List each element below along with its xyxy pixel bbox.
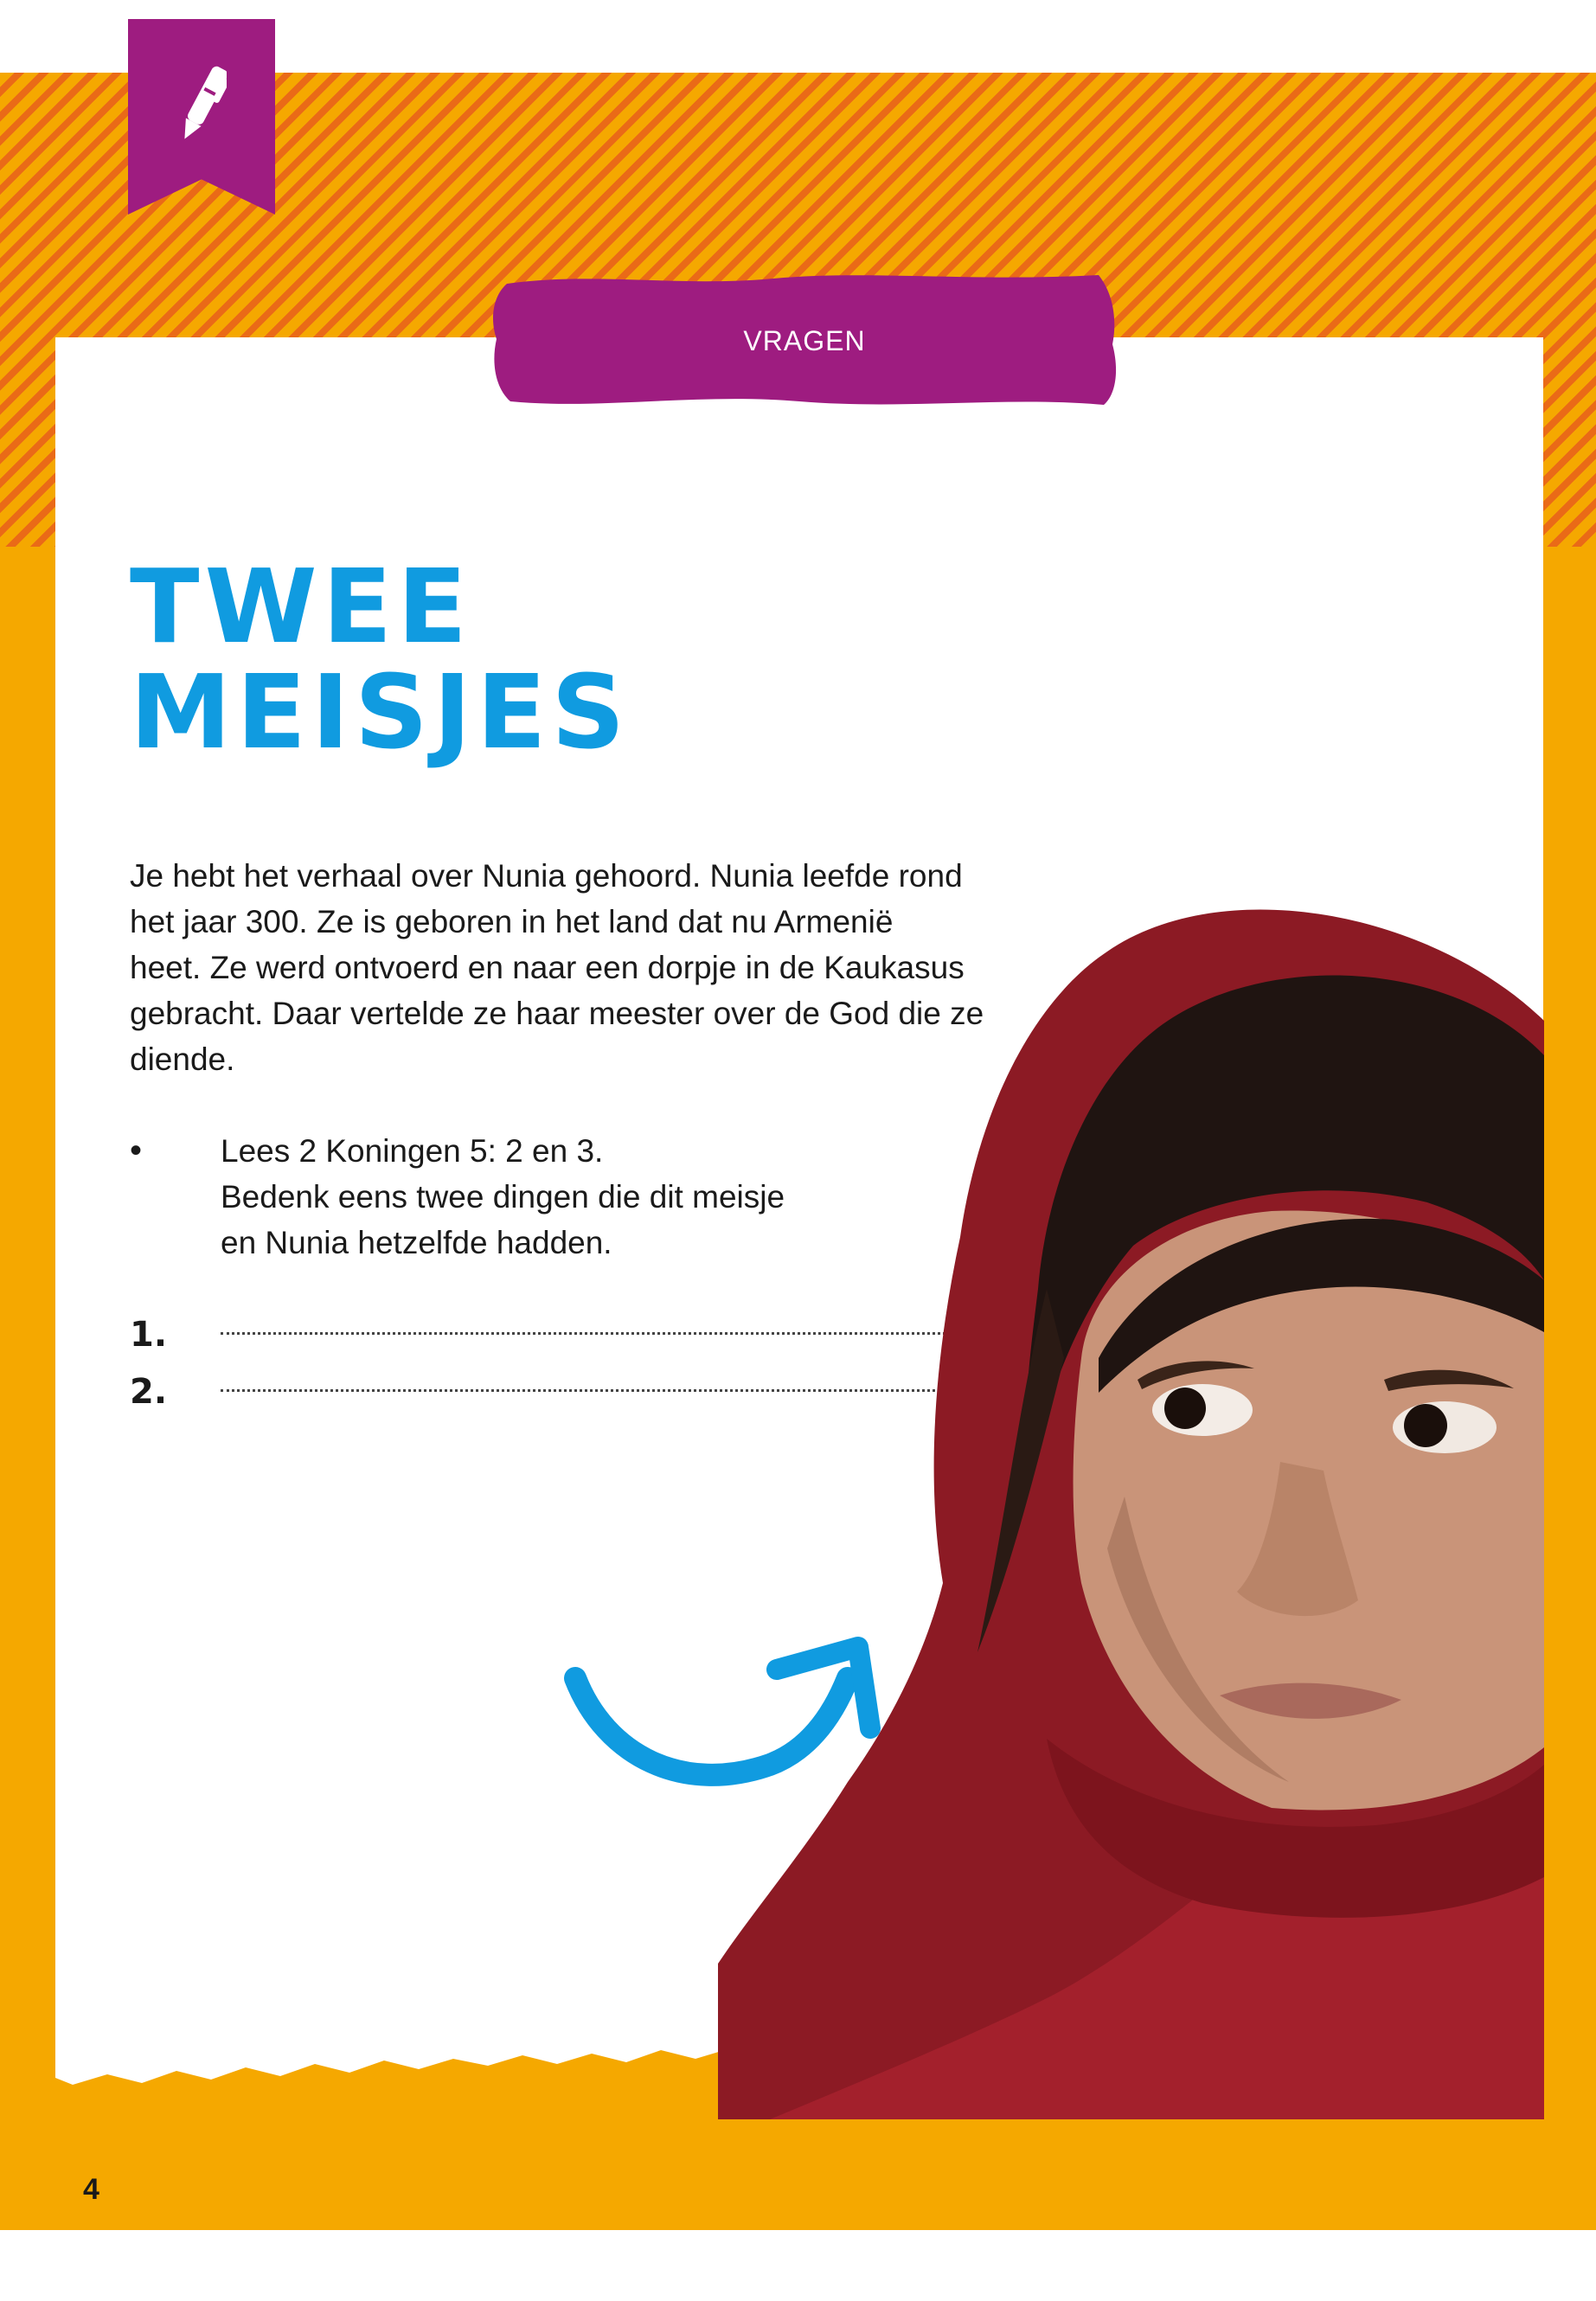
answer-number-1: 1. [130,1315,168,1355]
pupil-right [1404,1404,1447,1447]
bottom-margin [0,2230,1596,2301]
girl-photo [718,874,1544,2119]
page-title-line-1: TWEE [130,547,472,666]
intro-line: diende. [130,1042,235,1077]
intro-line: gebracht. Daar vertelde ze haar meester over de God die ze [130,996,984,1031]
section-tag [488,266,1121,415]
bullet-line: en Nunia hetzelfde hadden. [221,1225,612,1260]
curved-arrow-icon [554,1618,891,1817]
answer-number-2: 2. [130,1372,168,1412]
bullet-line: Bedenk eens twee dingen die dit meisje [221,1179,785,1215]
bullet-line: Lees 2 Koningen 5: 2 en 3. [221,1133,604,1169]
page-number: 4 [83,2173,99,2206]
intro-line: heet. Ze werd ontvoerd en naar een dorpje in de Kaukasus [130,950,965,985]
pupil-left [1164,1388,1206,1429]
pen-icon [180,59,227,149]
intro-line: Je hebt het verhaal over Nunia gehoord. Nunia leefde rond [130,858,963,894]
section-tag-label: VRAGEN [743,324,866,356]
page-title-line-2: MEISJES [130,652,631,772]
bullet-marker: • [130,1131,143,1170]
intro-line: het jaar 300. Ze is geboren in het land dat nu Armenië [130,904,894,939]
page-title [130,547,631,772]
